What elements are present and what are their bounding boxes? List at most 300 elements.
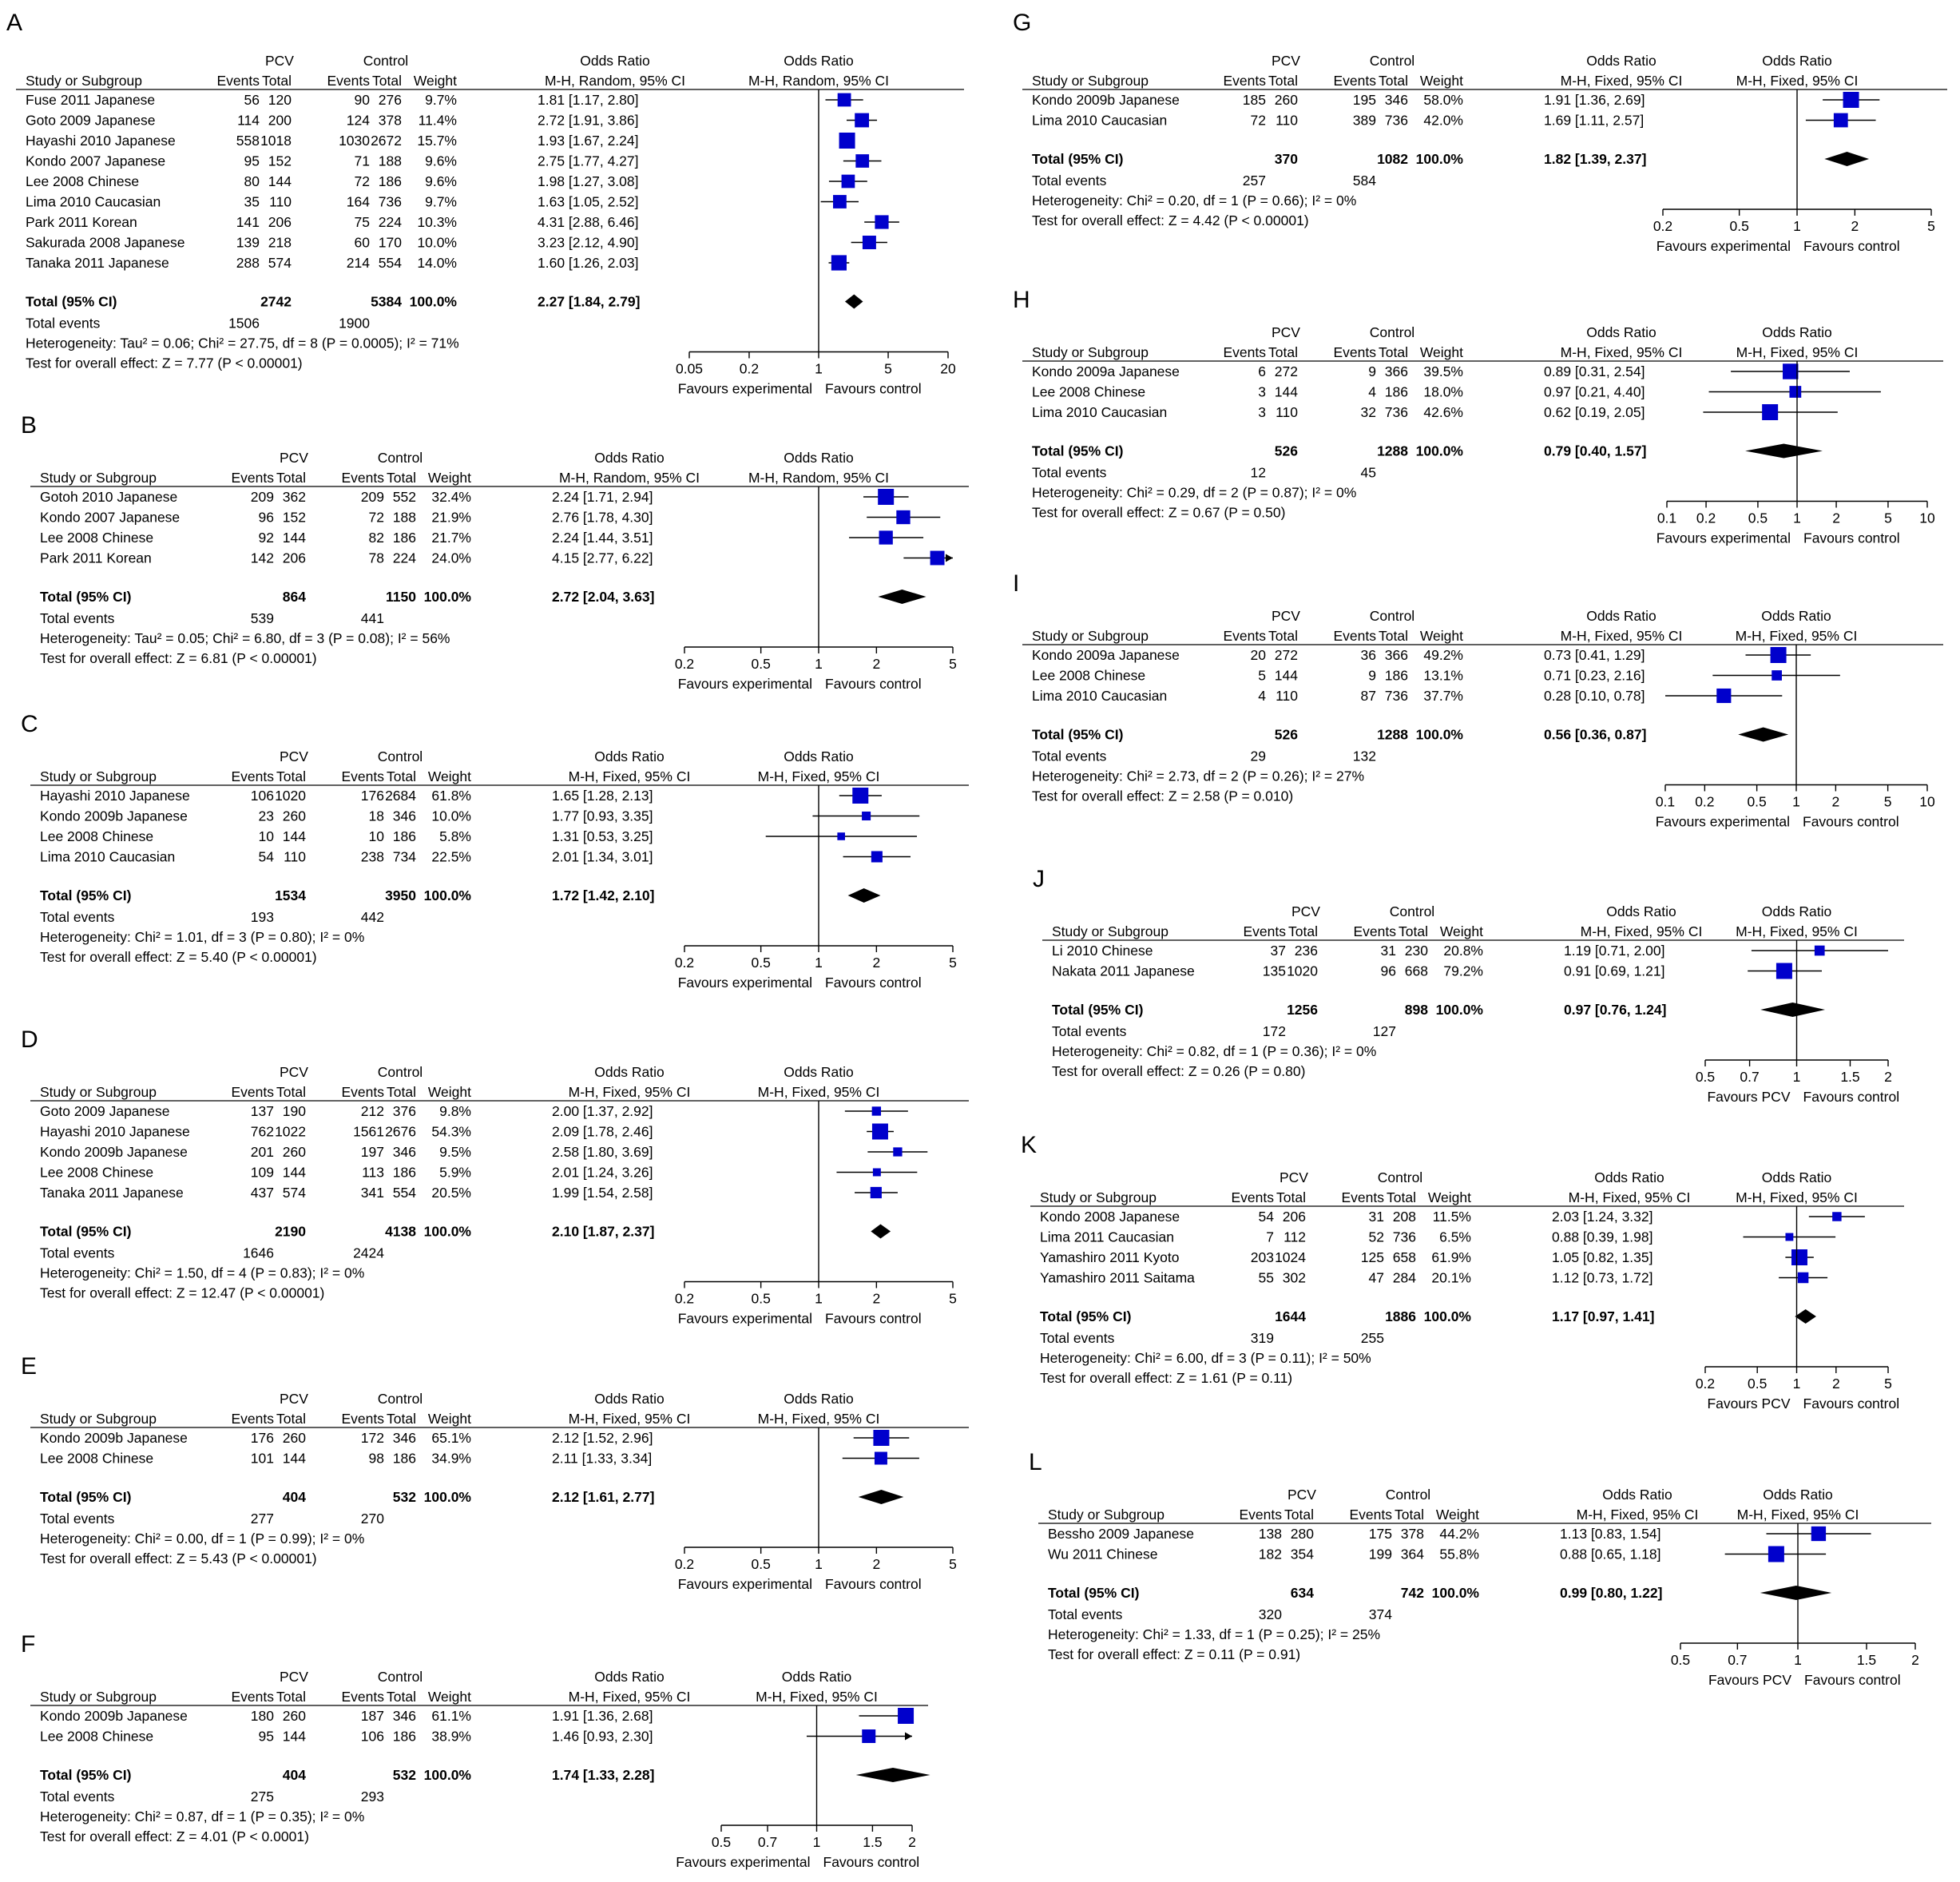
study-name: Nakata 2011 Japanese [1052, 963, 1195, 979]
total-weight: 100.0% [1415, 443, 1463, 459]
weight: 5.9% [439, 1164, 471, 1181]
header-weight: Weight [1419, 73, 1463, 89]
total-pcv-total: 404 [282, 1489, 306, 1505]
header-ctrl-total: Total [387, 470, 416, 486]
study-name: Kondo 2009b Japanese [40, 1430, 188, 1446]
x-tick-label: 0.2 [1696, 510, 1716, 526]
pcv-total: 302 [1282, 1269, 1306, 1286]
total-ctrl-total: 532 [392, 1767, 416, 1783]
pcv-events: 96 [258, 509, 274, 526]
ctrl-events: 72 [354, 173, 370, 189]
study-marker [1832, 1212, 1841, 1221]
ctrl-events: 1030 [339, 133, 370, 149]
pcv-total: 1020 [275, 788, 306, 804]
ctrl-events: 9 [1368, 363, 1376, 379]
header-control: Control [1369, 53, 1415, 69]
pcv-events: 4 [1258, 688, 1266, 704]
pooled-diamond [859, 1490, 904, 1504]
ctrl-events: 113 [362, 1164, 384, 1181]
pcv-events: 55 [1258, 1269, 1274, 1286]
odds-ratio-ci: 1.05 [0.82, 1.35] [1552, 1249, 1653, 1265]
header-control: Control [1385, 1487, 1431, 1503]
study-name: Wu 2011 Chinese [1048, 1546, 1158, 1562]
ctrl-total: 2676 [385, 1123, 416, 1140]
weight: 38.9% [431, 1728, 471, 1745]
total-ctrl-events: 127 [1372, 1023, 1396, 1039]
odds-ratio-ci: 1.93 [1.67, 2.24] [538, 133, 639, 149]
header-weight: Weight [1427, 1189, 1471, 1205]
study-marker [852, 788, 868, 804]
header-ctrl-events: Events [341, 470, 384, 486]
header-pcv-events: Events [1223, 344, 1266, 360]
odds-ratio-ci: 2.24 [1.44, 3.51] [552, 530, 653, 546]
total-ctrl-events: 45 [1360, 464, 1376, 481]
favours-right-label: Favours control [825, 676, 922, 692]
total-odds-ratio-ci: 1.17 [0.97, 1.41] [1552, 1308, 1655, 1324]
weight: 79.2% [1443, 963, 1483, 979]
ctrl-events: 106 [360, 1728, 384, 1745]
study-name: Lima 2011 Caucasian [1040, 1229, 1174, 1245]
header-odds-ratio-plot: Odds Ratio [784, 1064, 854, 1080]
favours-left-label: Favours experimental [1656, 238, 1791, 254]
odds-ratio-ci: 0.88 [0.39, 1.98] [1552, 1229, 1653, 1245]
favours-left-label: Favours PCV [1707, 1396, 1791, 1412]
ctrl-total: 734 [392, 848, 416, 865]
heterogeneity-text: Heterogeneity: Chi² = 0.00, df = 1 (P = 0.99); I² = 0% [40, 1531, 365, 1546]
total-ctrl-events: 1900 [339, 315, 370, 332]
pcv-events: 185 [1242, 92, 1266, 108]
total-pcv-total: 1256 [1287, 1002, 1318, 1018]
panel-letter-K: K [1021, 1132, 1038, 1158]
weight: 58.0% [1423, 92, 1463, 108]
study-name: Lee 2008 Chinese [1032, 383, 1146, 400]
total-weight: 100.0% [423, 1767, 471, 1783]
x-tick-label: 1 [1793, 218, 1801, 234]
pooled-diamond [848, 888, 881, 903]
x-tick-label: 2 [1884, 1069, 1892, 1085]
x-tick-label: 1.5 [1856, 1652, 1877, 1668]
header-control: Control [1369, 324, 1415, 340]
odds-ratio-ci: 0.73 [0.41, 1.29] [1544, 647, 1645, 663]
pcv-events: 101 [250, 1450, 274, 1467]
study-name: Lima 2010 Caucasian [26, 193, 161, 210]
pcv-total: 206 [282, 550, 306, 566]
pcv-events: 3 [1258, 404, 1266, 420]
header-study: Study or Subgroup [1032, 628, 1149, 644]
favours-left-label: Favours PCV [1708, 1672, 1791, 1688]
x-tick-label: 0.2 [739, 360, 760, 377]
header-ctrl-events: Events [341, 1689, 384, 1705]
odds-ratio-ci: 2.24 [1.71, 2.94] [552, 489, 653, 505]
header-study: Study or Subgroup [1048, 1507, 1164, 1523]
total-weight: 100.0% [423, 1223, 471, 1240]
header-method: M-H, Fixed, 95% CI [568, 1084, 691, 1100]
pcv-total: 144 [1274, 383, 1298, 400]
weight: 39.5% [1423, 363, 1463, 379]
ctrl-events: 60 [354, 234, 370, 251]
odds-ratio-ci: 0.91 [0.69, 1.21] [1564, 963, 1665, 979]
total-ctrl-total: 742 [1400, 1585, 1424, 1601]
pooled-diamond [1760, 1003, 1825, 1017]
header-weight: Weight [1419, 628, 1463, 644]
total-pcv-events: 193 [250, 909, 274, 925]
odds-ratio-ci: 1.46 [0.93, 2.30] [552, 1728, 653, 1745]
overall-effect-text: Test for overall effect: Z = 4.01 (P < 0.0001) [40, 1828, 309, 1844]
pcv-total: 574 [268, 255, 292, 271]
ctrl-total: 366 [1384, 647, 1408, 663]
pcv-total: 260 [282, 1708, 306, 1724]
pcv-total: 362 [282, 489, 306, 505]
total-pcv-events: 539 [250, 610, 274, 626]
weight: 13.1% [1423, 667, 1463, 684]
study-marker [1772, 670, 1782, 681]
total-pcv-events: 29 [1250, 748, 1266, 764]
weight: 5.8% [439, 828, 471, 844]
pooled-diamond [1738, 728, 1788, 742]
x-tick-label: 0.5 [1729, 218, 1749, 234]
pcv-events: 95 [258, 1728, 274, 1745]
header-ctrl-total: Total [1379, 628, 1408, 644]
total-events-label: Total events [40, 610, 115, 626]
header-ctrl-total: Total [372, 73, 402, 89]
header-odds-ratio-plot: Odds Ratio [784, 1391, 854, 1407]
header-pcv: PCV [1287, 1487, 1316, 1503]
ctrl-total: 736 [1384, 688, 1408, 704]
header-ctrl-events: Events [1333, 628, 1376, 644]
total-pcv-events: 275 [250, 1789, 274, 1805]
study-name: Lee 2008 Chinese [26, 173, 140, 189]
total-events-label: Total events [1032, 173, 1107, 189]
total-odds-ratio-ci: 0.79 [0.40, 1.57] [1544, 443, 1647, 459]
pcv-total: 1018 [260, 133, 292, 149]
pcv-events: 56 [244, 92, 260, 108]
total-label: Total (95% CI) [1040, 1308, 1132, 1324]
ctrl-events: 87 [1360, 688, 1376, 704]
ctrl-events: 18 [368, 808, 384, 824]
x-tick-label: 1 [815, 656, 823, 672]
total-events-label: Total events [26, 315, 101, 332]
study-marker [875, 1452, 887, 1465]
favours-left-label: Favours PCV [1707, 1089, 1791, 1105]
total-label: Total (95% CI) [26, 293, 117, 310]
total-pcv-total: 864 [282, 589, 306, 605]
total-weight: 100.0% [1415, 151, 1463, 167]
ctrl-total: 668 [1404, 963, 1428, 979]
x-tick-label: 20 [940, 360, 956, 377]
header-pcv-events: Events [231, 1411, 274, 1427]
study-marker [871, 851, 883, 862]
header-odds-ratio: Odds Ratio [1586, 608, 1656, 624]
odds-ratio-ci: 0.89 [0.31, 2.54] [1544, 363, 1645, 379]
ctrl-events: 90 [354, 92, 370, 108]
header-study: Study or Subgroup [40, 768, 157, 784]
total-label: Total (95% CI) [1052, 1002, 1144, 1018]
study-name: Hayashi 2010 Japanese [40, 788, 190, 804]
x-tick-label: 0.5 [1748, 1376, 1768, 1392]
x-tick-label: 10 [1919, 793, 1935, 810]
total-ctrl-events: 374 [1368, 1606, 1392, 1622]
header-pcv: PCV [280, 450, 308, 466]
total-ctrl-events: 270 [360, 1511, 384, 1527]
header-weight: Weight [427, 768, 471, 784]
overall-effect-text: Test for overall effect: Z = 6.81 (P < 0.00001) [40, 650, 317, 666]
weight: 10.3% [417, 214, 457, 230]
panel-letter-A: A [6, 10, 23, 36]
heterogeneity-text: Heterogeneity: Chi² = 0.29, df = 2 (P = 0.87); I² = 0% [1032, 484, 1357, 501]
header-odds-ratio-plot: Odds Ratio [784, 748, 854, 764]
x-tick-label: 5 [949, 656, 957, 672]
pcv-total: 144 [282, 1728, 306, 1745]
weight: 65.1% [431, 1430, 471, 1446]
ctrl-total: 186 [392, 1164, 416, 1181]
total-weight: 100.0% [1431, 1585, 1479, 1601]
total-ctrl-total: 5384 [371, 293, 402, 310]
total-events-label: Total events [40, 1245, 115, 1261]
header-pcv: PCV [1291, 903, 1320, 919]
study-marker [1716, 689, 1731, 703]
total-events-label: Total events [1032, 464, 1107, 481]
pcv-total: 110 [1276, 112, 1298, 129]
x-tick-label: 5 [949, 955, 957, 971]
study-name: Lima 2010 Caucasian [1032, 688, 1168, 704]
x-tick-label: 5 [949, 1556, 957, 1572]
study-marker [1771, 647, 1787, 663]
pooled-diamond [1760, 1586, 1831, 1600]
weight: 14.0% [417, 255, 457, 271]
favours-left-label: Favours experimental [677, 1310, 812, 1327]
ctrl-total: 376 [392, 1103, 416, 1119]
total-pcv-total: 2190 [275, 1223, 306, 1240]
study-marker [1783, 363, 1798, 379]
total-pcv-total: 370 [1274, 151, 1298, 167]
pcv-total: 144 [1274, 667, 1298, 684]
heterogeneity-text: Heterogeneity: Chi² = 1.50, df = 4 (P = 0.83); I² = 0% [40, 1265, 365, 1281]
ctrl-total: 2672 [371, 133, 402, 149]
x-tick-label: 0.5 [751, 1290, 771, 1307]
header-odds-ratio-plot: Odds Ratio [781, 1669, 852, 1685]
ctrl-total: 346 [392, 1708, 416, 1724]
ctrl-total: 186 [392, 1450, 416, 1467]
favours-right-label: Favours control [1804, 1672, 1901, 1688]
header-odds-ratio: Odds Ratio [1602, 1487, 1672, 1503]
study-name: Tanaka 2011 Japanese [40, 1185, 184, 1201]
favours-right-label: Favours control [1803, 238, 1900, 254]
panel-letter-L: L [1029, 1449, 1042, 1475]
overall-effect-text: Test for overall effect: Z = 1.61 (P = 0.11) [1040, 1370, 1293, 1386]
ctrl-total: 188 [392, 509, 416, 526]
pcv-total: 218 [268, 234, 292, 251]
ctrl-events: 238 [360, 848, 384, 865]
pcv-total: 144 [268, 173, 292, 189]
study-name: Gotoh 2010 Japanese [40, 489, 178, 505]
study-name: Goto 2009 Japanese [26, 112, 156, 129]
pcv-total: 206 [268, 214, 292, 230]
study-name: Kondo 2008 Japanese [1040, 1209, 1180, 1225]
header-method-plot: M-H, Fixed, 95% CI [757, 768, 880, 784]
pcv-total: 110 [269, 193, 292, 210]
total-weight: 100.0% [423, 589, 471, 605]
pcv-total: 1020 [1287, 963, 1318, 979]
header-odds-ratio-plot: Odds Ratio [1763, 1487, 1833, 1503]
x-tick-label: 5 [1884, 1376, 1892, 1392]
header-weight: Weight [1439, 923, 1483, 939]
pcv-total: 190 [282, 1103, 306, 1119]
weight: 11.4% [418, 112, 457, 129]
header-study: Study or Subgroup [1032, 73, 1149, 89]
odds-ratio-ci: 1.31 [0.53, 3.25] [552, 828, 653, 844]
ctrl-total: 284 [1392, 1269, 1416, 1286]
header-method-plot: M-H, Fixed, 95% CI [1736, 1507, 1859, 1523]
ctrl-total: 230 [1404, 943, 1428, 959]
total-odds-ratio-ci: 2.12 [1.61, 2.77] [552, 1489, 655, 1505]
header-method-plot: M-H, Fixed, 95% CI [1736, 344, 1859, 360]
study-marker [1811, 1527, 1826, 1541]
study-name: Kondo 2007 Japanese [26, 153, 166, 169]
total-odds-ratio-ci: 1.74 [1.33, 2.28] [552, 1767, 655, 1783]
weight: 9.6% [425, 173, 457, 189]
weight: 20.8% [1443, 943, 1483, 959]
header-odds-ratio-plot: Odds Ratio [784, 450, 854, 466]
pcv-events: 37 [1270, 943, 1286, 959]
weight: 20.1% [1431, 1269, 1471, 1286]
odds-ratio-ci: 0.71 [0.23, 2.16] [1544, 667, 1645, 684]
weight: 42.6% [1423, 404, 1463, 420]
pcv-total: 260 [282, 808, 306, 824]
header-odds-ratio: Odds Ratio [580, 53, 650, 69]
weight: 21.9% [431, 509, 471, 526]
study-name: Lee 2008 Chinese [40, 1450, 154, 1467]
header-odds-ratio-plot: Odds Ratio [1761, 608, 1831, 624]
ctrl-total: 186 [378, 173, 402, 189]
study-name: Yamashiro 2011 Saitama [1040, 1269, 1195, 1286]
favours-right-label: Favours control [823, 1854, 920, 1870]
study-marker [872, 1124, 888, 1140]
header-pcv-events: Events [1223, 73, 1266, 89]
heterogeneity-text: Heterogeneity: Chi² = 6.00, df = 3 (P = 0.11); I² = 50% [1040, 1350, 1371, 1366]
pcv-total: 110 [1276, 688, 1298, 704]
study-name: Kondo 2009b Japanese [40, 1708, 188, 1724]
total-ctrl-events: 584 [1352, 173, 1376, 189]
header-ctrl-events: Events [1333, 73, 1376, 89]
x-tick-label: 1.5 [863, 1834, 883, 1850]
header-ctrl-total: Total [1395, 1507, 1424, 1523]
header-study: Study or Subgroup [26, 73, 142, 89]
odds-ratio-ci: 1.91 [1.36, 2.69] [1544, 92, 1645, 108]
x-tick-label: 0.7 [1740, 1069, 1760, 1085]
pcv-events: 137 [250, 1103, 274, 1119]
header-pcv: PCV [280, 1064, 308, 1080]
pcv-events: 558 [236, 133, 260, 149]
pcv-events: 54 [258, 848, 274, 865]
weight: 10.0% [417, 234, 457, 251]
weight: 55.8% [1439, 1546, 1479, 1562]
study-marker [1834, 113, 1848, 128]
total-odds-ratio-ci: 1.82 [1.39, 2.37] [1544, 151, 1647, 167]
ci-arrow [905, 1733, 912, 1741]
study-name: Kondo 2009b Japanese [40, 808, 188, 824]
pcv-events: 7 [1266, 1229, 1274, 1245]
total-ctrl-events: 132 [1352, 748, 1376, 764]
weight: 9.8% [439, 1103, 471, 1119]
ctrl-events: 52 [1368, 1229, 1384, 1245]
study-marker [1785, 1233, 1793, 1241]
odds-ratio-ci: 2.01 [1.24, 3.26] [552, 1164, 653, 1181]
study-name: Lima 2010 Caucasian [1032, 112, 1168, 129]
ctrl-events: 96 [1380, 963, 1396, 979]
header-pcv: PCV [1272, 608, 1300, 624]
favours-left-label: Favours experimental [677, 380, 812, 397]
total-ctrl-total: 4138 [385, 1223, 416, 1240]
header-pcv: PCV [1272, 324, 1300, 340]
ctrl-events: 36 [1360, 647, 1376, 663]
total-odds-ratio-ci: 0.99 [0.80, 1.22] [1560, 1585, 1663, 1601]
study-marker [855, 113, 869, 128]
ctrl-events: 82 [368, 530, 384, 546]
ctrl-total: 224 [378, 214, 402, 230]
header-method: M-H, Random, 95% CI [558, 470, 700, 486]
total-pcv-total: 2742 [260, 293, 292, 310]
favours-right-label: Favours control [1803, 813, 1899, 830]
header-study: Study or Subgroup [1052, 923, 1168, 939]
weight: 6.5% [1439, 1229, 1471, 1245]
header-odds-ratio-plot: Odds Ratio [1762, 324, 1832, 340]
total-weight: 100.0% [1423, 1308, 1471, 1324]
header-pcv-total: Total [1276, 1189, 1306, 1205]
pcv-events: 92 [258, 530, 274, 546]
header-control: Control [363, 53, 409, 69]
x-tick-label: 0.5 [751, 656, 771, 672]
header-pcv-total: Total [276, 768, 306, 784]
ctrl-total: 554 [392, 1185, 416, 1201]
study-name: Kondo 2007 Japanese [40, 509, 181, 526]
study-marker [1843, 92, 1859, 108]
study-name: Lee 2008 Chinese [40, 828, 154, 844]
pcv-total: 206 [1282, 1209, 1306, 1225]
x-tick-label: 0.5 [751, 1556, 771, 1572]
pcv-events: 138 [1258, 1526, 1282, 1542]
ctrl-events: 187 [360, 1708, 384, 1724]
header-ctrl-total: Total [387, 768, 416, 784]
header-pcv-total: Total [276, 470, 306, 486]
odds-ratio-ci: 2.12 [1.52, 2.96] [552, 1430, 653, 1446]
header-method-plot: M-H, Fixed, 95% CI [1735, 628, 1858, 644]
total-pcv-events: 257 [1242, 173, 1266, 189]
odds-ratio-ci: 2.01 [1.34, 3.01] [552, 848, 653, 865]
study-name: Park 2011 Korean [40, 550, 152, 566]
total-ctrl-events: 442 [360, 909, 384, 925]
x-tick-label: 0.2 [674, 1290, 695, 1307]
overall-effect-text: Test for overall effect: Z = 4.42 (P < 0.00001) [1032, 212, 1309, 228]
study-marker [878, 489, 894, 505]
favours-left-label: Favours experimental [677, 975, 812, 991]
header-control: Control [377, 748, 423, 764]
odds-ratio-ci: 3.23 [2.12, 4.90] [538, 234, 639, 251]
study-marker [1815, 946, 1825, 956]
total-odds-ratio-ci: 2.10 [1.87, 2.37] [552, 1223, 655, 1240]
header-ctrl-total: Total [1379, 73, 1408, 89]
header-method-plot: M-H, Random, 95% CI [748, 470, 890, 486]
x-tick-label: 2 [1851, 218, 1859, 234]
pcv-events: 201 [250, 1144, 274, 1160]
study-marker [871, 1187, 882, 1198]
header-odds-ratio-plot: Odds Ratio [1761, 1169, 1832, 1185]
x-tick-label: 0.2 [1695, 1376, 1716, 1392]
total-ctrl-events: 255 [1360, 1330, 1384, 1346]
odds-ratio-ci: 2.03 [1.24, 3.32] [1552, 1209, 1653, 1225]
ctrl-total: 224 [392, 550, 416, 566]
study-name: Lee 2008 Chinese [40, 1728, 154, 1745]
total-pcv-events: 320 [1258, 1606, 1282, 1622]
